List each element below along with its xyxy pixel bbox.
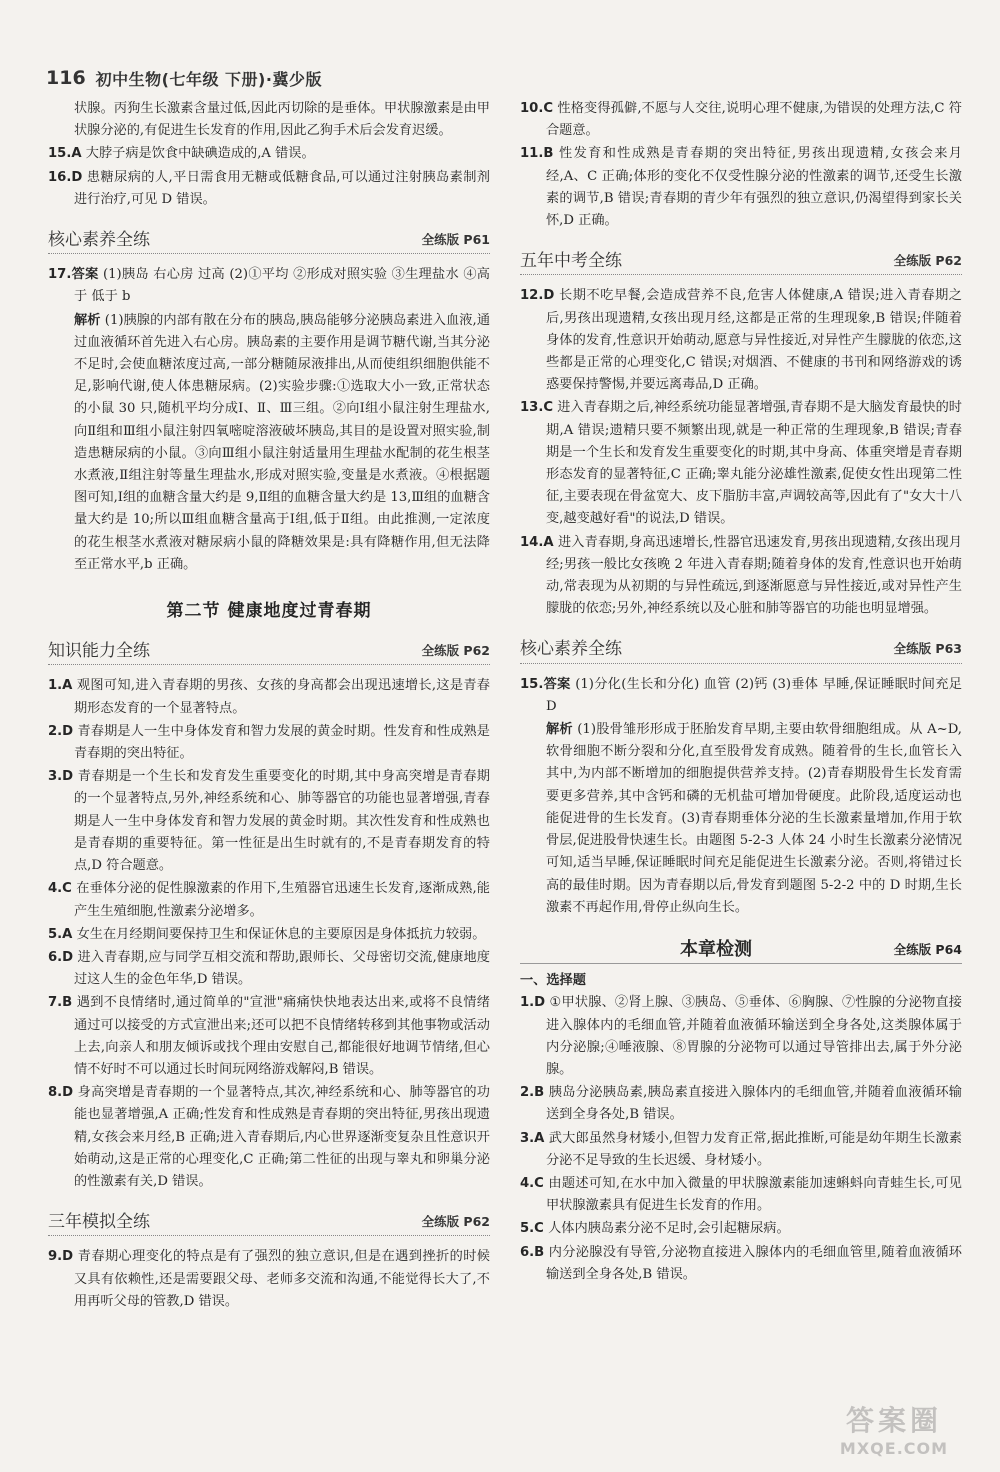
answer-item: 5.C 人体内胰岛素分泌不足时,会引起糖尿病。 <box>520 1221 790 1237</box>
subsection-header: 核心素养全练 全练版 P61 <box>48 229 490 254</box>
page-header <box>46 62 322 94</box>
answer-item: 7.B 遇到不良情绪时,通过简单的"宣泄"痛痛快快地表达出来,或将不良情绪通过可以接受的方式宣泄出来;还可以把不良情绪转移到其他事物或活动上去,向亲人和朋友倾诉或找个理由安慰自己,都能很好地调节情绪,但心情不好时不可以通过长时间玩网络游戏解闷,B 错误。 <box>48 995 490 1077</box>
answer-item: 2.B 胰岛分泌胰岛素,胰岛素直接进入腺体内的毛细血管,并随着血液循环输送到全身各处,B 错误。 <box>520 1085 962 1123</box>
subsection-header: 五年中考全练 全练版 P62 <box>520 250 962 275</box>
answer-item: 11.B 性发育和性成熟是青春期的突出特征,男孩出现遗精,女孩会来月经,A、C 正确;体形的变化不仅受性腺分泌的性激素的调节,还受生长激素的调节,B 错误;青春期的青少年有强烈的独立意识,仍渴望得到家长关怀,D 正确。 <box>520 146 962 229</box>
answer-item: 3.A 武大郎虽然身材矮小,但智力发育正常,据此推断,可能是幼年期生长激素分泌不足导致的生长迟缓、身材矮小。 <box>520 1130 962 1168</box>
answer-item: 8.D 身高突增是青春期的一个显著特点,其次,神经系统和心、肺等器官的功能也显著增强,A 正确;性发育和性成熟是青春期的突出特征,男孩出现遗精,女孩会来月经,B 正确;进入青春期后,内心世界逐渐变复杂且性意识开始萌动,这是正常的心理变化,C 正确;第二性征的出现与睾丸和卵巢分泌的性激素有关,D 错误。 <box>48 1085 490 1189</box>
answer-item: 4.C 在垂体分泌的促性腺激素的作用下,生殖器官迅速生长发育,逐渐成熟,能产生生殖细胞,性激素分泌增多。 <box>48 881 490 919</box>
watermark-logo: 答案圈 MXQE.COM <box>839 1403 949 1458</box>
analysis: 解析 (1)股骨雏形形成于胚胎发育早期,主要由软骨细胞组成。从 A~D,软骨细胞不断分裂和分化,直至股骨发育成熟。随着骨的生长,血管长入其中,为内部不断增加的细胞提供营养支持。(2)青春期股骨生长发育需要更多营养,其中含钙和磷的无机盐可增加骨硬度。此阶段,适度运动也能促进骨的生长发育。(3)青春期垂体分泌的生长激素量增加,作用于软骨层,促进股骨快速生长。由题图 5-2-3 人体 24 小时生长激素分泌情况可知,适当早睡,保证睡眠时间充足能促进生长激素分泌。否则,将错过长高的最佳时期。因为青春期以后,骨发育到题图 5-2-2 中的 D 时期,生长激素不再起作用,骨停止纵向生长。 <box>546 722 962 915</box>
answer-item: 15.答案 (1)分化(生长和分化) 血管 (2)钙 (3)垂体 早睡,保证睡眠时间充足 D <box>520 676 962 714</box>
answer-item: 3.D 青春期是一个生长和发育发生重要变化的时期,其中身高突增是青春期的一个显著特点,另外,神经系统和心、肺等器官的功能也显著增强,青春期是人一生中身体发育和智力发展的黄金时期。其次性发育和性成熟也是青春期的重要特征。第一性征是出生时就有的,不是青春期发育的特点,D 符合题意。 <box>48 769 490 874</box>
page-number: 116 <box>46 67 86 89</box>
answer-item: 12.D 长期不吃早餐,会造成营养不良,危害人体健康,A 错误;进入青春期之后,男孩出现遗精,女孩出现月经,这都是正常的生理现象,B 错误;伴随着身体的发育,性意识开始萌动,愿意与异性接近,对异性产生朦胧的依恋,这些都是正常的心理变化,C 错误;对烟酒、不健康的书刊和网络游戏的诱惑要保持警惕,并要远离毒品,D 正确。 <box>520 288 962 393</box>
answer-item: 9.D 青春期心理变化的特点是有了强烈的独立意识,但是在遇到挫折的时候又具有依赖性,还是需要跟父母、老师多交流和沟通,不能觉得长大了,不用再听父母的管教,D 错误。 <box>48 1249 490 1309</box>
section-title: 第二节 健康地度过青春期 <box>166 601 372 622</box>
answer-item: 16.D 患糖尿病的人,平日需食用无糖或低糖食品,可以通过注射胰岛素制剂进行治疗,可见 D 错误。 <box>48 169 490 207</box>
answer-item: 状腺。丙狗生长激素含量过低,因此丙切除的是垂体。甲状腺激素是由甲状腺分泌的,有促进生长发育的作用,因此乙狗手术后会发育迟缓。 <box>74 101 490 139</box>
subsection-header: 三年模拟全练 全练版 P62 <box>48 1211 490 1236</box>
part-label: 一、选择题 <box>520 973 586 989</box>
analysis: 解析 (1)胰腺的内部有散在分布的胰岛,胰岛能够分泌胰岛素进入血液,通过血液循环首先进入右心房。胰岛素的主要作用是调节糖代谢,当其分泌不足时,会使血糖浓度过高,一部分糖随尿液排出,从而使组织细胞供能不足,影响代谢,使人体患糖尿病。(2)实验步骤:①选取大小一致,正常状态的小鼠 30 只,随机平均分成Ⅰ、Ⅱ、Ⅲ三组。②向Ⅰ组小鼠注射生理盐水,向Ⅱ组和Ⅲ组小鼠注射四氧嘧啶溶液破坏胰岛,其目的是设置对照实验,制造患糖尿病的小鼠。③向Ⅲ组小鼠注射适量用生理盐水配制的花生根茎水煮液,Ⅱ组注射等量生理盐水,形成对照实验,变量是水煮液。④根据题图可知,Ⅰ组的血糖含量大约是 9,Ⅱ组的血糖含量大约是 13,Ⅲ组的血糖含量大约是 10;所以Ⅲ组血糖含量高于Ⅰ组,低于Ⅱ组。由此推测,一定浓度的花生根茎水煮液对糖尿病小鼠的降糖效果是:具有降糖作用,但无法降至正常水平,b 正确。 <box>74 312 491 572</box>
answer-item: 14.A 进入青春期,身高迅速增长,性器官迅速发育,男孩出现遗精,女孩出现月经;男孩一般比女孩晚 2 年进入青春期;随着身体的发育,性意识也开始萌动,常表现为从初期的与异性疏远,到逐渐愿意与异性接近,或对异性产生朦胧的依恋;另外,神经系统以及心脏和肺等器官的功能也明显增强。 <box>520 534 963 617</box>
answer-item: 1.D ①甲状腺、②肾上腺、③胰岛、⑤垂体、⑥胸腺、⑦性腺的分泌物直接进入腺体内的毛细血管,并随着血液循环输送到全身各处,这类腺体属于内分泌腺;④唾液腺、⑧胃腺的分泌物可以通过导管排出去,属于外分泌腺。 <box>520 995 962 1077</box>
left-column <box>48 98 490 1314</box>
answer-item: 15.A 大脖子病是饮食中缺碘造成的,A 错误。 <box>48 146 315 162</box>
answer-item: 4.C 由题述可知,在水中加入微量的甲状腺激素能加速蝌蚪向青蛙生长,可见甲状腺激素具有促进生长发育的作用。 <box>520 1175 962 1214</box>
book-title: 初中生物(七年级 下册)·冀少版 <box>95 69 322 89</box>
answer-item: 10.C 性格变得孤僻,不愿与人交往,说明心理不健康,为错误的处理方法,C 符合题意。 <box>520 101 962 139</box>
subsection-header: 知识能力全练 全练版 P62 <box>48 640 490 665</box>
answer-item: 2.D 青春期是人一生中身体发育和智力发展的黄金时期。性发育和性成熟是青春期的突出特征。 <box>48 723 490 762</box>
answer-item: 1.A 观图可知,进入青春期的男孩、女孩的身高都会出现迅速增长,这是青春期形态发育的一个显著特点。 <box>48 678 490 716</box>
right-column <box>520 98 962 1287</box>
answer-item: 17.答案 (1)胰岛 右心房 过高 (2)①平均 ②形成对照实验 ③生理盐水 ④高于 低于 b <box>48 267 490 305</box>
answer-item: 5.A 女生在月经期间要保持卫生和保证休息的主要原因是身体抵抗力较弱。 <box>48 926 486 942</box>
answer-item: 6.D 进入青春期,应与同学互相交流和帮助,跟师长、父母密切交流,健康地度过这人生的金色年华,D 错误。 <box>48 949 490 988</box>
answer-item: 13.C 进入青春期之后,神经系统功能显著增强,青春期不是大脑发育最快的时期,A 错误;遗精只要不频繁出现,就是一种正常的生理现象,B 错误;青春期是一个生长和发育发生重要变化的时期,其中身高、体重突增是青春期形态发育的显著特征,C 正确;睾丸能分泌雄性激素,促使女性出现第二性征,主要表现在骨盆宽大、皮下脂肪丰富,声调较高等,因此有了"女大十八变,越变越好看"的说法,D 错误。 <box>520 400 962 527</box>
chapter-test-header: 本章检测 全练版 P64 <box>520 939 962 964</box>
subsection-header: 核心素养全练 全练版 P63 <box>520 638 962 663</box>
answer-item: 6.B 内分泌腺没有导管,分泌物直接进入腺体内的毛细血管里,随着血液循环输送到全身各处,B 错误。 <box>520 1244 962 1282</box>
